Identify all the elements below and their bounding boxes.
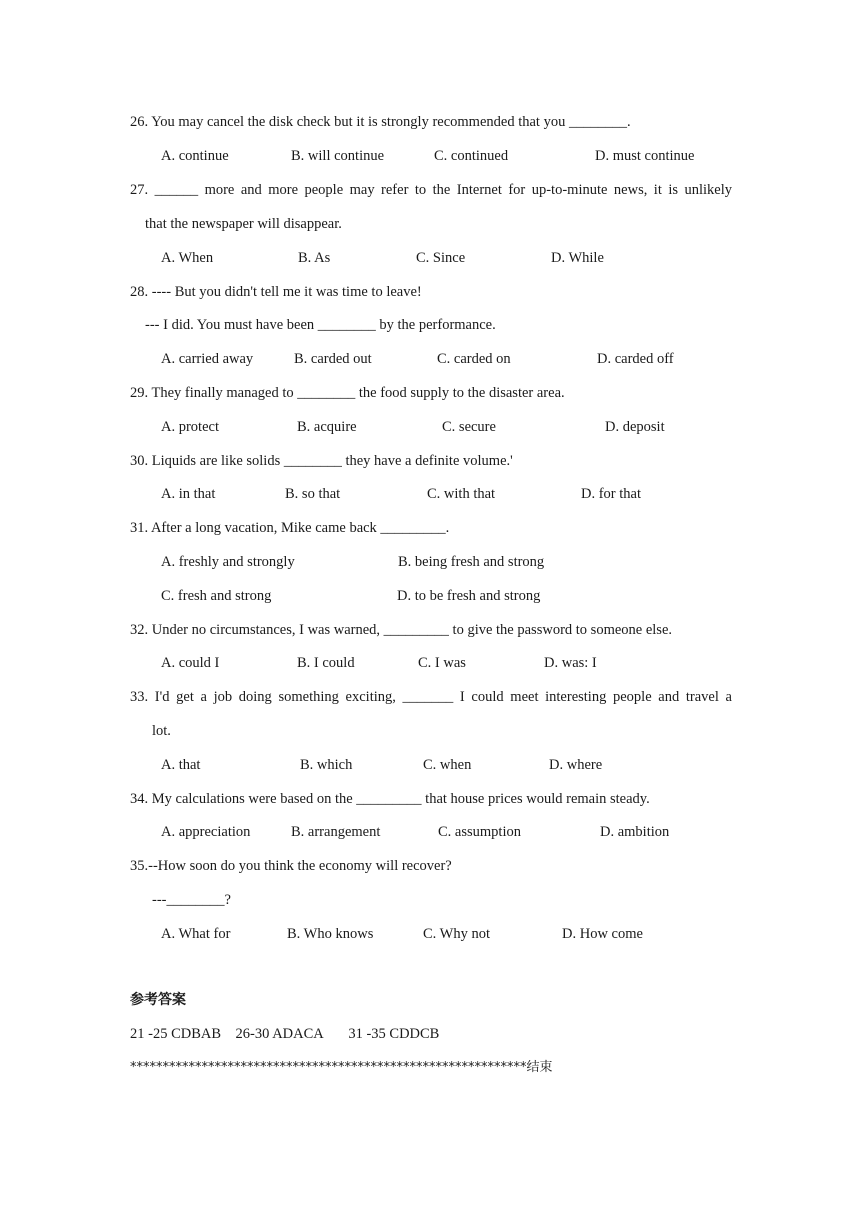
q26-option-b: B. will continue	[291, 148, 385, 164]
q26-option-c: C. continued	[434, 148, 509, 164]
q30-option-b: B. so that	[285, 486, 341, 502]
q33-option-b: B. which	[300, 757, 353, 773]
q30-option-a: A. in that	[161, 486, 216, 502]
q27-option-c: C. Since	[416, 250, 466, 266]
q34-option-c: C. assumption	[438, 824, 521, 840]
q27-option-b: B. As	[298, 250, 331, 266]
question-28-stem: 28. ---- But you didn't tell me it was time to leave!	[130, 284, 422, 300]
q28-option-d: D. carded off	[597, 351, 674, 367]
question-34-stem: 34. My calculations were based on the _________ that house prices would remain steady.	[130, 791, 650, 807]
q29-option-c: C. secure	[442, 419, 496, 435]
q30-option-d: D. for that	[581, 486, 641, 502]
question-28-stem-cont: --- I did. You must have been ________ by the performance.	[145, 317, 496, 333]
q32-option-a: A. could I	[161, 655, 220, 671]
q29-option-a: A. protect	[161, 419, 219, 435]
q26-option-a: A. continue	[161, 148, 229, 164]
q34-option-d: D. ambition	[600, 824, 670, 840]
q28-option-b: B. carded out	[294, 351, 372, 367]
question-33-stem-cont: lot.	[152, 723, 171, 739]
end-line: *************************************************************结束	[130, 1060, 553, 1075]
answers-line: 21 -25 CDBAB 26-30 ADACA 31 -35 CDDCB	[130, 1026, 440, 1042]
question-32-stem: 32. Under no circumstances, I was warned, _________ to give the password to someone else.	[130, 622, 673, 638]
q28-option-a: A. carried away	[161, 351, 254, 367]
q32-option-c: C. I was	[418, 655, 466, 671]
q30-option-c: C. with that	[427, 486, 496, 502]
q33-option-a: A. that	[161, 757, 201, 773]
q28-option-c: C. carded on	[437, 351, 511, 367]
q34-option-b: B. arrangement	[291, 824, 381, 840]
q35-option-b: B. Who knows	[287, 926, 374, 942]
q34-option-a: A. appreciation	[161, 824, 251, 840]
question-27-stem: 27. ______ more and more people may refer to the Internet for up-to-minute news, it is unlikely	[130, 182, 732, 198]
q31-option-c: C. fresh and strong	[161, 588, 272, 604]
answers-heading: 参考答案	[130, 992, 186, 1008]
q32-option-d: D. was: I	[544, 655, 597, 671]
q29-option-d: D. deposit	[605, 419, 665, 435]
question-35-stem: 35.--How soon do you think the economy will recover?	[130, 858, 452, 874]
question-35-stem-cont: ---________?	[152, 892, 231, 908]
question-27-stem-cont: that the newspaper will disappear.	[145, 216, 342, 232]
question-26-stem: 26. You may cancel the disk check but it is strongly recommended that you ________.	[130, 114, 631, 130]
q33-option-d: D. where	[549, 757, 603, 773]
q35-option-d: D. How come	[562, 926, 643, 942]
q27-option-d: D. While	[551, 250, 604, 266]
q35-option-c: C. Why not	[423, 926, 490, 942]
q33-option-c: C. when	[423, 757, 472, 773]
q29-option-b: B. acquire	[297, 419, 357, 435]
question-30-stem: 30. Liquids are like solids ________ they have a definite volume.'	[130, 453, 513, 469]
q31-option-b: B. being fresh and strong	[398, 554, 545, 570]
q27-option-a: A. When	[161, 250, 214, 266]
q26-option-d: D. must continue	[595, 148, 695, 164]
question-33-stem: 33. I'd get a job doing something exciting, _______ I could meet interesting people and travel a	[130, 689, 732, 705]
question-29-stem: 29. They finally managed to ________ the food supply to the disaster area.	[130, 385, 565, 401]
q35-option-a: A. What for	[161, 926, 231, 942]
question-31-stem: 31. After a long vacation, Mike came back _________.	[130, 520, 450, 536]
q31-option-d: D. to be fresh and strong	[397, 588, 541, 604]
q31-option-a: A. freshly and strongly	[161, 554, 295, 570]
q32-option-b: B. I could	[297, 655, 355, 671]
